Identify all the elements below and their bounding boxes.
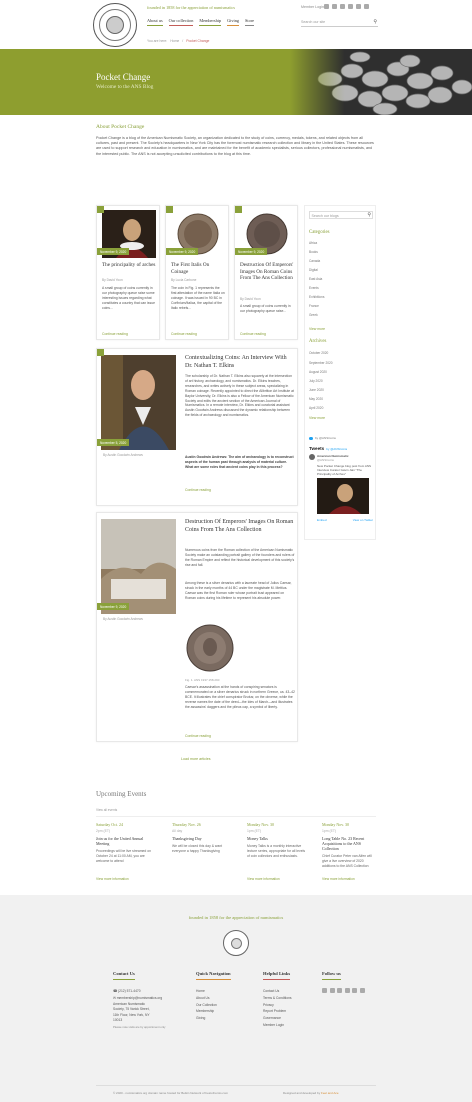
post-date: November 9, 2020 [235, 248, 267, 255]
post-author: By Austin Goodwin Andrews [103, 617, 143, 621]
designer-link[interactable]: Feel and Ace [321, 1091, 339, 1095]
event-date: Thursday Nov. 26 [172, 822, 201, 827]
footer-social-links [322, 988, 365, 993]
designed-by [283, 1091, 339, 1095]
archives-heading: Archives [309, 339, 327, 344]
post-title[interactable]: The principality of arches [102, 262, 156, 268]
event-time: 1pm (ET) [247, 829, 262, 833]
post-author: By David Yoon [240, 297, 261, 301]
tweet-handle: @ANSCoins [317, 458, 334, 462]
post-paragraph: Among these is a silver denarius with a laureate head of Julius Caesar, struck in the early months of 44 BC under the magistrate M. Mettius. Caesar was the first Roman ruler whose portrait bust appeared on Roman coins during his lifetime to represent his absolute power. [185, 581, 292, 600]
pen-icon [97, 206, 104, 213]
instagram-icon[interactable] [345, 988, 350, 993]
site-footer [0, 895, 472, 1102]
coin-image [185, 623, 235, 673]
email-link[interactable]: ✉ membership@numismatics.org [113, 995, 163, 1000]
breadcrumb-prefix: You are here: [147, 39, 168, 43]
hero-banner [0, 49, 472, 115]
post-excerpt: A small group of coins currently in our photography queue raise some interesting issues regarding what constitutes a country that can issue coins... [102, 286, 155, 310]
continue-reading-link[interactable]: Continue reading [185, 734, 211, 738]
footer-divider [96, 1085, 376, 1086]
post-paragraph: Caesar's assassination at the hands of conspiring senators is commemorated on a silver denarius struck in northern Greece, ca. 43–42 BCE. It illustrates the chief conspirator Brutus; on the obverse, while the reverse names the date of the deed—the Ides of March—and illustrates the assassins' daggers and the pileus cap, a symbol of liberty. [185, 685, 295, 709]
event-text: Money Talks is a monthly interactive lecture series, appropriate for all levels of coin collectors and enthusiasts. [247, 844, 306, 858]
search-icon[interactable]: ⚲ [373, 19, 377, 25]
blog-sidebar [304, 205, 376, 540]
facebook-icon[interactable] [322, 988, 327, 993]
footer-tagline: founded in 1858 for the appreciation of numismatics [188, 915, 284, 920]
about-text: Pocket Change is a blog of the American Numismatic Society, an organization dedicated to the study of coins, currency, medals, tokens, and related objects from all cultures, past and present. The Society's headquarters in New York City has the foremost numismatic research collection and library in the United States. These resources are used to support research and education in numismatics, and are maintained for the benefit of academic specialists, serious collectors, professional numismatists, and the interested public. The ANS is not accepting unsolicited contributions to the blog at this time. [96, 136, 374, 156]
post-excerpt: A small group of coins currently in our photography queue raise... [240, 304, 291, 313]
event-time: 1pm (ET) [322, 829, 337, 833]
pen-icon [97, 349, 104, 356]
footer-link[interactable]: Terms & Conditions [263, 995, 292, 1000]
event-info-link[interactable]: View more information [96, 877, 129, 881]
event-text: Proceedings will be live streamed on October 24 at 11:00 AM, you are welcome to attend [96, 849, 152, 863]
continue-reading-link[interactable]: Continue reading [240, 332, 266, 336]
twitter-icon[interactable] [330, 988, 335, 993]
breadcrumb-home[interactable]: Home [170, 39, 180, 43]
post-image [101, 519, 176, 614]
archive-item[interactable]: April 2020 [309, 406, 324, 410]
tweets-by-label: by @ANSCoins [315, 436, 336, 440]
post-author: By Austin Goodwin Andrews [103, 453, 143, 457]
post-date: November 9, 2020 [97, 248, 129, 255]
footer-contact-heading: Contact Us [113, 971, 135, 980]
coin-pile-illustration [290, 49, 472, 115]
ans-logo[interactable] [93, 3, 137, 47]
nav-about-us[interactable]: About us [147, 18, 163, 26]
rss-icon[interactable] [364, 4, 369, 9]
twitter-widget[interactable] [309, 436, 373, 541]
archive-item[interactable]: May 2020 [309, 397, 323, 401]
post-card-featured[interactable] [96, 348, 298, 506]
event-info-link[interactable]: View more information [322, 877, 355, 881]
post-title[interactable]: Contextualizing Coins: An Interview With Dr. Nathan T. Elkins [185, 355, 287, 369]
post-excerpt: The coin in Fig. 1 represents the first attestation of the name Italia on coinage. It was issued in 90 BC in Corfinium/Italica, the capital of the Italic rebels... [171, 286, 225, 310]
event-date: Monday Nov. 30 [322, 822, 349, 827]
archive-item[interactable]: October 2020 [309, 351, 329, 355]
nav-membership[interactable]: Membership [199, 18, 221, 26]
breadcrumb-sep: / [182, 39, 184, 43]
mail-icon: ✉ [113, 995, 117, 1000]
hero-title: Pocket Change [96, 72, 151, 82]
instagram-icon[interactable] [348, 4, 353, 9]
category-item[interactable]: France [309, 304, 319, 308]
visit-note: Please note visits are by appointment only [113, 1024, 166, 1029]
rss-icon[interactable] [360, 988, 365, 993]
pinterest-icon[interactable] [356, 4, 361, 9]
post-date: November 9, 2020 [166, 248, 198, 255]
footer-contact [113, 971, 183, 1030]
post-card[interactable] [96, 205, 160, 340]
post-card[interactable] [234, 205, 298, 340]
footer-link[interactable]: Member Login [263, 1022, 285, 1027]
footer-quicknav-heading: Quick Navigation [196, 971, 231, 980]
about-heading: About Pocket Change [96, 124, 145, 130]
event-item[interactable] [247, 822, 307, 881]
event-text: Chief Curator Peter van Alfen will give a live overview of 2020 additions to the ANS Collection [322, 854, 372, 868]
footer-link[interactable]: Our Collection [196, 1002, 217, 1007]
post-card[interactable] [165, 205, 229, 340]
pen-icon [235, 206, 242, 213]
phone-icon: ☎ [113, 989, 119, 993]
post-quote: Austin Goodwin Andrews: The aim of archaeology is to reconstruct aspects of the human past through analysis of material culture. What are some roles that ancient coins play in this process? [185, 455, 294, 469]
event-date: Monday Nov. 30 [247, 822, 274, 827]
event-item[interactable] [172, 822, 232, 854]
post-title[interactable]: Destruction Of Emperors' Images On Roman Coins From The Ans Collection [240, 262, 294, 281]
event-name[interactable]: Join us for the United Annual Meeting [96, 836, 144, 846]
category-item[interactable]: Books [309, 250, 318, 254]
post-date: November 5, 2020 [97, 439, 129, 446]
tweet-image [317, 478, 369, 514]
twitter-embed-link[interactable]: Embed [317, 518, 327, 522]
load-more-button[interactable]: Load more articles [181, 757, 211, 761]
footer-follow [322, 971, 365, 993]
archives-view-more[interactable]: View more [309, 416, 325, 420]
post-paragraph: Numerous coins from the Roman collection of the American Numismatic Society make an outstanding portrait gallery of the founders and rulers of the Roman Empire and reflect the historical development of this society's rise and fall. [185, 548, 295, 567]
member-login-link[interactable]: Member Login [301, 5, 324, 9]
footer-link[interactable]: Governance [263, 1016, 281, 1021]
phone-number[interactable]: ☎ (212) 571-4470 [113, 989, 141, 993]
archive-item[interactable]: June 2020 [309, 388, 324, 392]
facebook-icon[interactable] [324, 4, 329, 9]
footer-link[interactable]: Home [196, 989, 205, 993]
designed-by-label: Designed and developed by [283, 1091, 321, 1095]
copyright: © 2020 - numismatics.org domain name hosted for Beikin Network of bestofnumis.com [113, 1091, 229, 1095]
categories-heading: Categories [309, 230, 330, 235]
search-placeholder: Search our site [301, 20, 326, 24]
post-excerpt: The scholarship of Dr. Nathan T. Elkins also squarely at the intersection of art history, archaeology, and numismatics. Dr. Elkins teaches, researches, and writes actively in these subject areas, specializing in Roman coinage. Recently appointed to direct the Allbritton Art Institute at Baylor University, Dr. Elkins is also a Fellow of the American Numismatic Society and edits the ancient section of the American Journal of Numismatics. In a remote interview, Dr. Elkins and curatorial assistant Austin Goodwin Andrews discussed the dynamic relationship between the fields of archaeology and numismatics. [185, 374, 294, 418]
footer-logo[interactable] [223, 930, 249, 956]
archive-item[interactable]: September 2020 [309, 361, 333, 365]
nav-store[interactable]: Store [245, 18, 254, 26]
footer-follow-heading: Follow us [322, 971, 341, 980]
hero-subtitle: Welcome to the ANS Blog [96, 84, 154, 90]
category-item[interactable]: East Asia [309, 277, 323, 281]
category-item[interactable]: Events [309, 286, 319, 290]
category-item[interactable]: Greek [309, 313, 318, 317]
breadcrumb [147, 39, 209, 43]
breadcrumb-current: Pocket Change [186, 39, 210, 43]
event-time: All day [172, 829, 183, 833]
search-icon[interactable]: ⚲ [367, 212, 371, 218]
event-name[interactable]: Long Table No. 23 Recent Acquisitions to the ANS Collection [322, 836, 365, 851]
hero-coins-image [290, 49, 472, 115]
footer-link[interactable]: Membership [196, 1009, 215, 1014]
continue-reading-link[interactable]: Continue reading [102, 332, 128, 336]
post-date: November 9, 2020 [97, 603, 129, 610]
address: American Numismatic Society, 75 Varick Street, 11th Floor, New York, NY 10013 [113, 1001, 150, 1023]
event-time: 2pm (ET) [96, 829, 111, 833]
site-search-input[interactable] [301, 18, 378, 27]
event-date: Saturday Oct. 24 [96, 822, 123, 827]
post-title[interactable]: The First Italis On Coinage [171, 262, 210, 275]
site-tagline: founded in 1858 for the appreciation of numismatics [147, 5, 236, 10]
event-item[interactable] [322, 822, 376, 881]
post-title[interactable]: Destruction Of Emperors' Images On Roman Coins From The Ans Collection [185, 519, 294, 533]
continue-reading-link[interactable]: Continue reading [185, 488, 211, 492]
pen-icon [166, 206, 173, 213]
twitter-bird-icon [309, 437, 313, 440]
footer-link[interactable]: Giving [196, 1016, 206, 1021]
about-section [96, 124, 376, 157]
category-item[interactable]: Digital [309, 268, 318, 272]
main-nav [147, 18, 254, 26]
category-item[interactable]: Africa [309, 241, 318, 245]
footer-quick-nav [196, 971, 231, 1022]
continue-reading-link[interactable]: Continue reading [171, 332, 197, 336]
tweets-by-handle: by @ANSCoins [326, 447, 348, 451]
category-item[interactable]: Exhibitions [309, 295, 325, 299]
event-name[interactable]: Thanksgiving Day [172, 836, 202, 841]
figure-caption: Fig. 1. ANS 1937.158.290 [185, 678, 220, 682]
nav-giving[interactable]: Giving [227, 18, 239, 26]
post-card-featured[interactable] [96, 512, 298, 742]
event-text: We will be closed this day & want everyone a happy Thanksgiving [172, 844, 223, 853]
social-links [324, 4, 369, 9]
view-on-twitter-link[interactable]: View on Twitter [352, 518, 373, 522]
blog-search-placeholder: Search our blogs [311, 213, 339, 218]
site-header [0, 0, 472, 50]
tweet-text: New Pocket Change blog post from ANS Interview Curator Gavin Jain "The Principality of Arches" [317, 464, 372, 476]
footer-helpful-heading: Helpful Links [263, 971, 290, 980]
youtube-icon[interactable] [340, 4, 345, 9]
event-name[interactable]: Money Talks [247, 836, 268, 841]
twitter-icon[interactable] [332, 4, 337, 9]
event-item[interactable] [96, 822, 156, 881]
archive-item[interactable]: August 2020 [309, 370, 327, 374]
post-author: By David Yoon [102, 278, 123, 282]
pinterest-icon[interactable] [352, 988, 357, 993]
footer-link[interactable]: Contact Us [263, 989, 280, 993]
youtube-icon[interactable] [337, 988, 342, 993]
events-heading: Upcoming Events [96, 790, 147, 798]
ans-avatar [309, 454, 315, 460]
post-author: By Lucia Carbone [171, 278, 197, 282]
nav-our-collection[interactable]: Our collection [169, 18, 194, 26]
archive-item[interactable]: July 2020 [309, 379, 323, 383]
blog-search-input[interactable] [309, 211, 373, 219]
footer-link[interactable]: Report Problem [263, 1009, 287, 1014]
footer-helpful-links [263, 971, 292, 1029]
divider [96, 816, 376, 817]
footer-link[interactable]: Privacy [263, 1002, 274, 1007]
tweet-author: American Numismatic [317, 454, 349, 458]
category-item[interactable]: Canada [309, 259, 321, 263]
post-image [101, 355, 176, 450]
event-info-link[interactable]: View more information [247, 877, 280, 881]
view-all-events-link[interactable]: View all events [96, 808, 118, 812]
categories-view-more[interactable]: View more [309, 327, 325, 331]
tweets-heading: Tweets [309, 446, 325, 451]
footer-link[interactable]: About Us [196, 995, 210, 1000]
